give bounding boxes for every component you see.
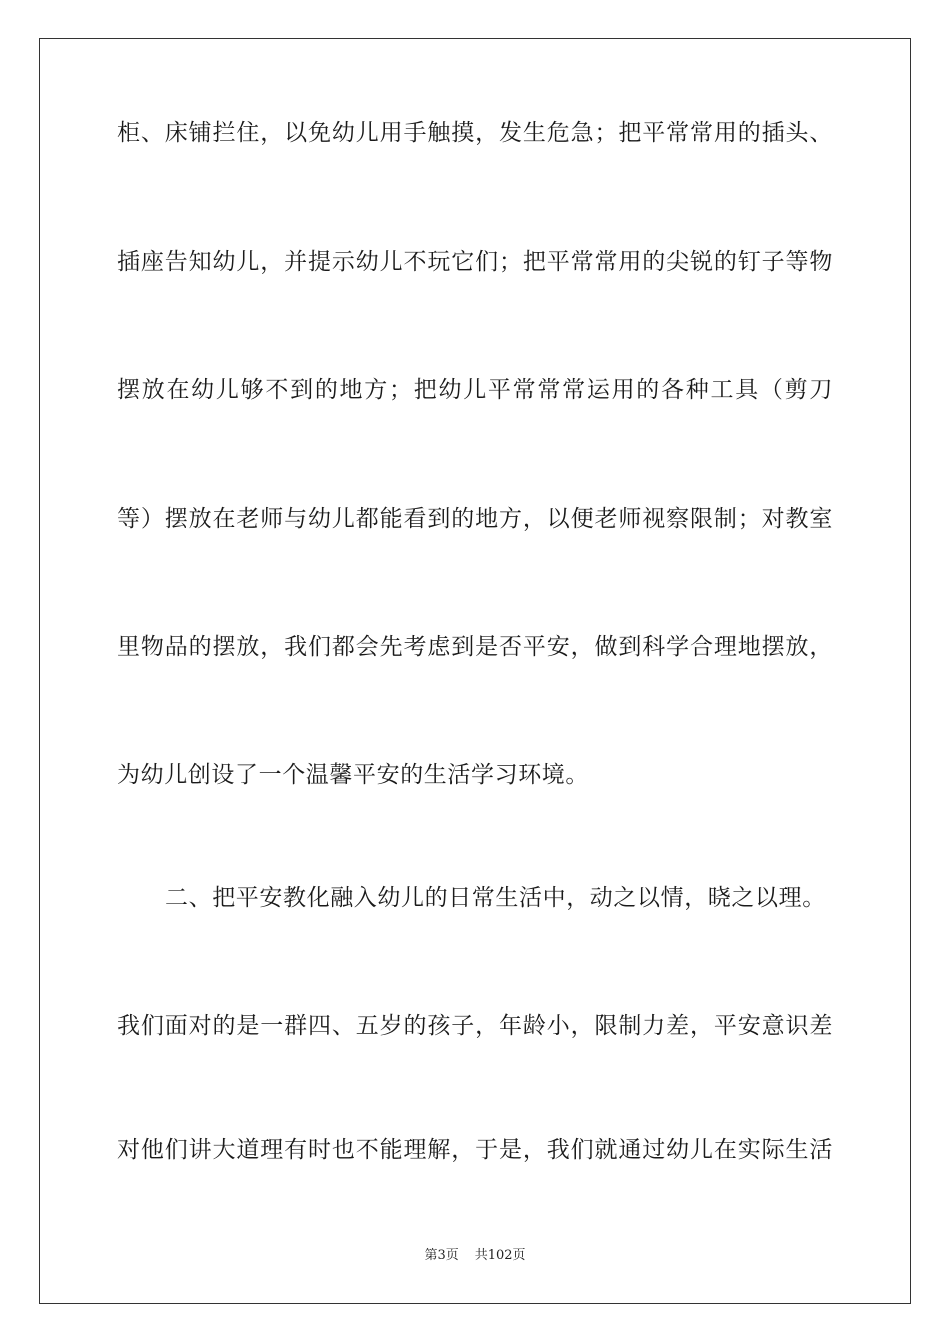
body-line-4: 等）摆放在老师与幼儿都能看到的地方，以便老师视察限制；对教室	[117, 506, 833, 532]
page-footer	[0, 1247, 950, 1265]
body-line-6: 为幼儿创设了一个温馨平安的生活学习环境。	[117, 762, 589, 788]
body-line-1: 柜、床铺拦住，以免幼儿用手触摸，发生危急；把平常常用的插头、	[117, 120, 833, 146]
body-line-8: 我们面对的是一群四、五岁的孩子，年龄小，限制力差，平安意识差	[117, 1013, 833, 1039]
page-border	[39, 38, 911, 1304]
body-line-9: 对他们讲大道理有时也不能理解，于是，我们就通过幼儿在实际生活	[117, 1137, 833, 1163]
body-line-3: 摆放在幼儿够不到的地方；把幼儿平常常常运用的各种工具（剪刀	[117, 377, 833, 403]
section-heading-line: 二、把平安教化融入幼儿的日常生活中，动之以情，晓之以理。	[165, 885, 826, 911]
body-line-2: 插座告知幼儿，并提示幼儿不玩它们；把平常常用的尖锐的钉子等物	[117, 249, 833, 275]
page-number: 第3页	[424, 1248, 459, 1263]
body-line-5: 里物品的摆放，我们都会先考虑到是否平安，做到科学合理地摆放，	[117, 634, 833, 660]
total-pages: 共102页	[474, 1248, 526, 1263]
